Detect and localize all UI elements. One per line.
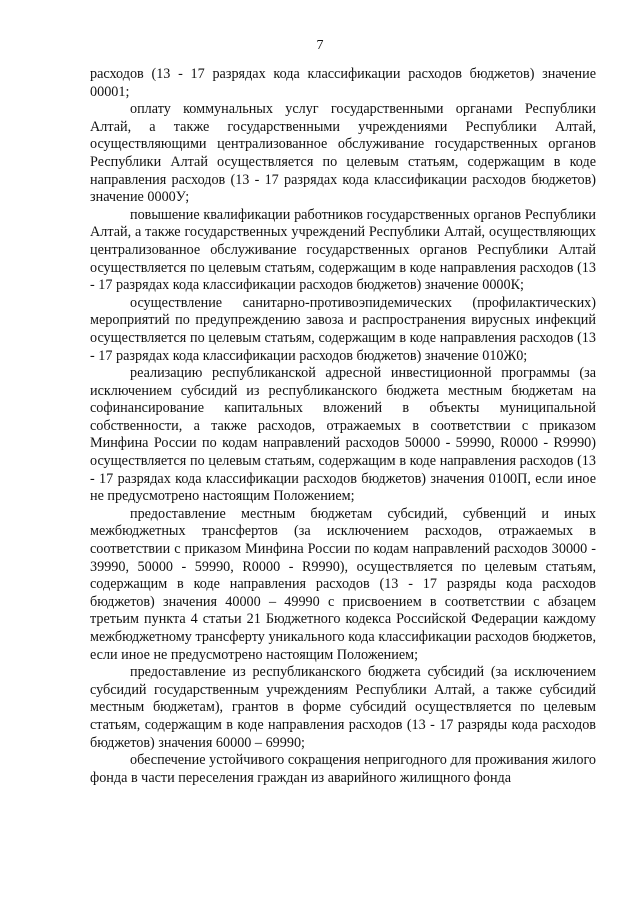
page-number: 7 [316,38,324,53]
paragraph-qualification: повышение квалификации работников государственных органов Республики Алтай, а также государственных учреждений Республики Алтай, осуществляющих централизованное обслуживание государственных органов Республики Алтай осуществляется по целевым статьям, содержащим в коде направления расходов (13 - 17 разрядах кода классификации расходов бюджетов) значение 0000К; [90,206,596,294]
paragraph-utilities: оплату коммунальных услуг государственными органами Республики Алтай, а также государственными учреждениями Республики Алтай, осуществляющими централизованное обслуживание государственных органов Республики Алтай осуществляется по целевым статьям, содержащим в коде направления расходов (13 - 17 разрядах кода классификации расходов бюджетов) значение 0000У; [90,101,596,206]
paragraph-subsidies: предоставление из республиканского бюджета субсидий (за исключением субсидий государственным учреждениям Республики Алтай, а также субсидий местным бюджетам), грантов в форме субсидий осуществляется по целевым статьям, содержащим в коде направления расходов (13 - 17 разряды кода расходов бюджетов) значения 60000 – 69990; [90,664,596,751]
paragraph-sanitary: осуществление санитарно-противоэпидемических (профилактических) мероприятий по предупреждению завоза и распространения вирусных инфекций осуществляется по целевым статьям, содержащим в коде направления расходов (13 - 17 разрядах кода классификации расходов бюджетов) значение 010Ж0; [90,294,596,364]
paragraph-investment-program: реализацию республиканской адресной инвестиционной программы (за исключением субсидий из республиканского бюджета местным бюджетам на софинансирование капитальных вложений в объекты муниципальной собственности, а также расходов, отражаемых в соответствии с приказом Минфина России по кодам направлений расходов 50000 - 59990, R0000 - R9990) осуществляется по целевым статьям, содержащим в коде направления расходов (13 - 17 разрядах кода классификации расходов бюджетов) значения 0100П, если иное не предусмотрено настоящим Положением; [90,365,596,505]
paragraph-continued: расходов (13 - 17 разрядах кода классификации расходов бюджетов) значение 00001; [90,66,596,100]
paragraph-housing: обеспечение устойчивого сокращения непригодного для проживания жилого фонда в части переселения граждан из аварийного жилищного фонда [90,752,596,786]
document-body [90,66,596,787]
paragraph-local-budgets: предоставление местным бюджетам субсидий, субвенций и иных межбюджетных трансфертов (за исключением расходов, отражаемых в соответствии с приказом Минфина России по кодам направлений расходов 30000 - 39990, 50000 - 59990, R0000 - R9990), осуществляется по целевым статьям, содержащим в коде направления расходов (13 - 17 разряды кода расходов бюджетов) значения 40000 – 49990 с присвоением в соответствии с абзацем третьим пункта 4 статьи 21 Бюджетного кодекса Российской Федерации каждому межбюджетному трансферту уникального кода классификации расходов бюджетов, если иное не предусмотрено настоящим Положением; [90,505,596,663]
